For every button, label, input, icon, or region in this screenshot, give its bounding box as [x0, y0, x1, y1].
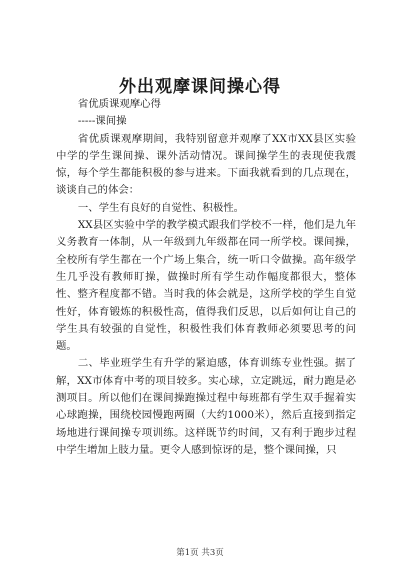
document-title: 外出观摩课间操心得	[119, 77, 281, 97]
paragraph-section-1: XX县区实验中学的教学模式跟我们学校不一样，他们是九年义务教育一体制，从一年级到九年级都在同一所学校。课间操，全校所有学生都在一个广场上集合，统一听口令做操。高年级学生几乎没有教师盯操，做操时所有学生动作幅度都很大，整体性、整齐程度都不错。当时我的体会就是，这所学校的学生自觉性好，体育锻炼的积极性高，值得我们反思，以后如何让自己的学生具有较强的自觉性，积极性我们体育教师必须要思考的问题。	[56, 219, 356, 353]
subtitle-dash: -----课间操	[77, 115, 127, 128]
document-body	[56, 96, 356, 459]
paragraph-intro: 省优质课观摩期间，我特别留意并观摩了XX市XX县区实验中学的学生课间操、课外活动情况。课间操学生的表现使我震惊，每个学生都能积极的参与进来。下面我就看到的几点现在，谈谈自己的体会：	[56, 132, 356, 197]
page-number: 第1页 共3页	[176, 548, 224, 558]
section-heading-1: 一、学生有良好的自觉性、积极性。	[77, 201, 245, 214]
paragraph-section-2: 二、毕业班学生有升学的紧迫感，体育训练专业性强。据了解，XX市体育中考的项目较多。实心球，立定跳远，耐力跑是必测项目。所以他们在课间操跑操过程中每班都有学生双手握着实心球跑操，围绕校园慢跑两圈（大约1000米），然后直接到指定场地进行课间操专项训练。这样既节约时间，又有利于跑步过程中学生增加上肢力量。更令人感到惊讶的是，整个课间操，只	[56, 357, 356, 456]
subtitle: 省优质课观摩心得	[77, 98, 161, 110]
